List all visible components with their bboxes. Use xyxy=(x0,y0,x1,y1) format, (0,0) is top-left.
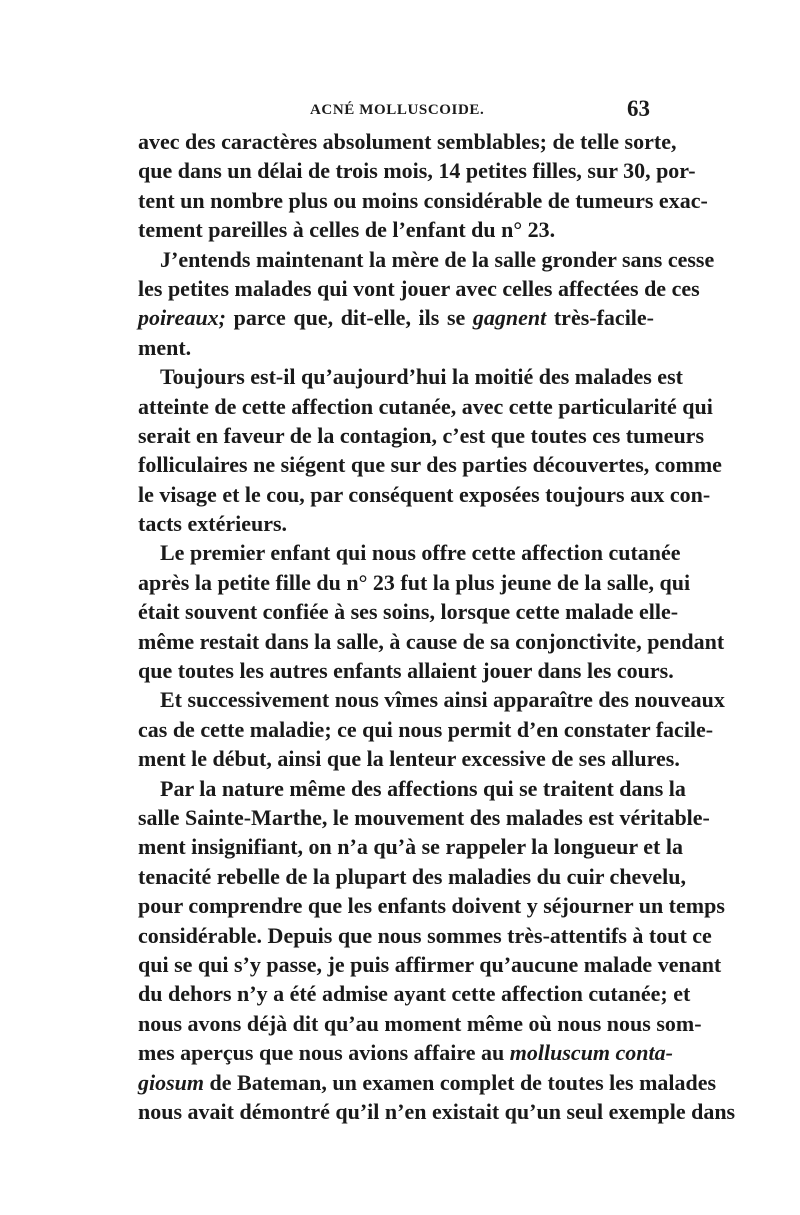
text-line xyxy=(138,156,696,185)
text-segment: Toujours est-il qu’aujourd’hui la moitié des malades est xyxy=(160,364,683,390)
italic-text: molluscum conta- xyxy=(509,1040,673,1066)
text-segment: nous avait démontré qu’il n’en existait qu’un seul exemple dans xyxy=(138,1098,736,1124)
text-line xyxy=(138,774,686,803)
text-segment: tent un nombre plus ou moins considérable de tumeurs exac- xyxy=(138,187,708,213)
text-line xyxy=(138,891,725,920)
text-line xyxy=(138,538,681,567)
text-segment: Par la nature même des affections qui se traitent dans la xyxy=(160,775,686,801)
text-line xyxy=(138,362,683,391)
text-segment: considérable. Depuis que nous sommes très-attentifs à tout ce xyxy=(138,922,712,948)
text-segment: ment. xyxy=(138,334,192,360)
italic-text: poireaux; xyxy=(138,305,226,331)
page-number: 63 xyxy=(627,96,650,121)
text-segment: folliculaires ne siégent que sur des parties découvertes, comme xyxy=(138,452,722,478)
text-line xyxy=(138,685,725,714)
text-line xyxy=(138,862,686,891)
text-segment: que toutes les autres enfants allaient jouer dans les cours. xyxy=(138,658,674,684)
text-line xyxy=(138,1038,673,1067)
text-line xyxy=(138,421,705,450)
text-line xyxy=(138,127,677,156)
text-segment: mes aperçus que nous avions affaire au xyxy=(138,1040,510,1066)
text-segment: tenacité rebelle de la plupart des maladies du cuir chevelu, xyxy=(138,863,686,889)
text-segment: atteinte de cette affection cutanée, avec cette particularité qui xyxy=(138,393,713,419)
text-segment: ment le début, ainsi que la lenteur excessive de ses allures. xyxy=(138,746,680,772)
text-segment: de Bateman, un examen complet de toutes les malades xyxy=(204,1069,717,1095)
text-segment: qui se qui s’y passe, je puis affirmer qu’aucune malade venant xyxy=(138,951,722,977)
text-segment: après la petite fille du n° 23 fut la plus jeune de la salle, qui xyxy=(138,569,691,595)
text-line xyxy=(138,715,714,744)
text-segment: ment insignifiant, on n’a qu’à se rappeler la longueur et la xyxy=(138,834,683,860)
text-segment: Et successivement nous vîmes ainsi apparaître des nouveaux xyxy=(160,687,725,713)
italic-text: gagnent xyxy=(472,305,547,331)
text-line xyxy=(138,950,722,979)
text-segment: parce que, dit-elle, ils se xyxy=(226,305,473,331)
text-segment: très-facile- xyxy=(546,305,655,331)
text-segment: même restait dans la salle, à cause de sa conjonctivite, pendant xyxy=(138,628,725,654)
text-line xyxy=(138,803,710,832)
text-segment: que dans un délai de trois mois, 14 petites filles, sur 30, por- xyxy=(138,158,696,184)
text-segment: cas de cette maladie; ce qui nous permit d’en constater facile- xyxy=(138,716,714,742)
text-line xyxy=(138,392,713,421)
text-segment: était souvent confiée à ses soins, lorsque cette malade elle- xyxy=(138,599,679,625)
text-line xyxy=(138,627,725,656)
text-segment: J’entends maintenant la mère de la salle gronder sans cesse xyxy=(160,246,715,272)
text-line xyxy=(138,568,691,597)
text-segment: du dehors n’y a été admise ayant cette affection cutanée; et xyxy=(138,981,691,1007)
text-line xyxy=(138,333,654,362)
text-line xyxy=(138,744,680,773)
text-segment: tement pareilles à celles de l’enfant du n° 23. xyxy=(138,217,556,243)
text-line xyxy=(138,303,654,332)
text-line xyxy=(138,274,700,303)
text-segment: avec des caractères absolument semblables; de telle sorte, xyxy=(138,129,677,154)
text-line xyxy=(138,1068,717,1097)
text-line xyxy=(138,186,708,215)
text-line xyxy=(138,1009,702,1038)
text-segment: nous avons déjà dit qu’au moment même où nous nous som- xyxy=(138,1010,702,1036)
text-segment: serait en faveur de la contagion, c’est que toutes ces tumeurs xyxy=(138,422,705,448)
page-header xyxy=(138,96,658,126)
text-line xyxy=(138,921,712,950)
text-line xyxy=(138,245,715,274)
text-line xyxy=(138,450,722,479)
text-segment: tacts extérieurs. xyxy=(138,511,288,537)
text-line xyxy=(138,215,654,244)
text-line xyxy=(138,597,679,626)
text-segment: Le premier enfant qui nous offre cette affection cutanée xyxy=(160,540,681,566)
text-segment: salle Sainte-Marthe, le mouvement des malades est véritable- xyxy=(138,804,710,830)
text-segment: les petites malades qui vont jouer avec celles affectées de ces xyxy=(138,275,700,301)
text-segment: le visage et le cou, par conséquent exposées toujours aux con- xyxy=(138,481,711,507)
text-line xyxy=(138,832,683,861)
text-segment: pour comprendre que les enfants doivent y séjourner un temps xyxy=(138,893,725,919)
running-title: ACNÉ MOLLUSCOIDE. xyxy=(310,102,485,118)
italic-text: giosum xyxy=(138,1069,205,1095)
text-line xyxy=(138,1097,736,1126)
text-line xyxy=(138,509,654,538)
text-line xyxy=(138,480,711,509)
body-text xyxy=(138,127,736,1126)
text-line xyxy=(138,656,674,685)
text-line xyxy=(138,979,691,1008)
